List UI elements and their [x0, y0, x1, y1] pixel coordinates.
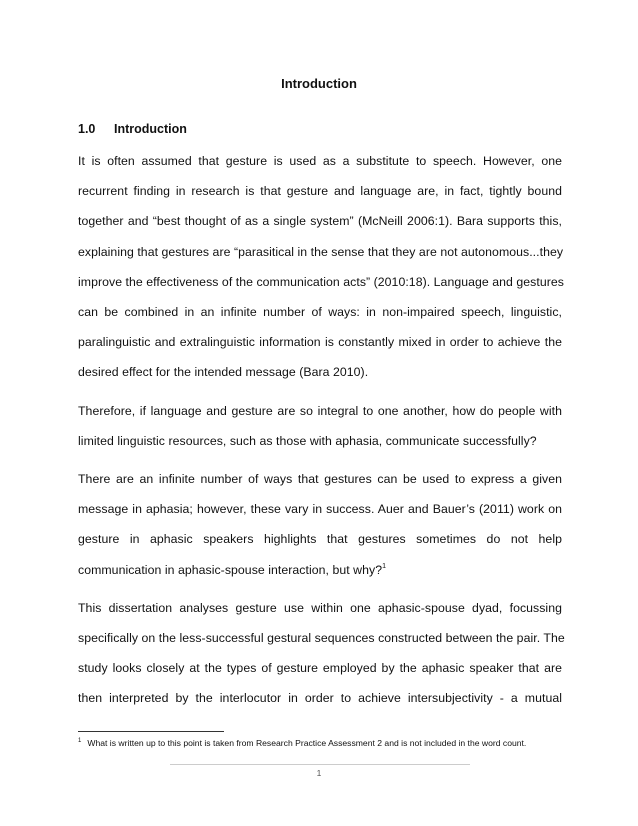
text-line: paralinguistic and extralinguistic information is constantly mixed in order to achieve the [78, 335, 562, 350]
body-text [78, 146, 565, 722]
footnote-marker: 1 [78, 738, 82, 744]
text-line: communication in aphasic-spouse interaction, but why? [78, 562, 383, 577]
text-line: desired effect for the intended message (Bara 2010). [78, 365, 369, 380]
text-line: Therefore, if language and gesture are so integral to one another, how do people with [78, 403, 562, 418]
page-number: 1 [316, 768, 322, 778]
text-line: explaining that gestures are “parasitical in the sense that they are not autonomous...they [78, 244, 564, 259]
text-line: message in aphasia; however, these vary in success. Auer and Bauer’s (2011) work on [78, 502, 562, 517]
section-number: 1.0 [78, 122, 96, 136]
paragraph-4 [78, 593, 565, 714]
paragraph-1 [78, 146, 562, 388]
text-line: study looks closely at the types of gesture employed by the aphasic speaker that are [78, 661, 562, 676]
paragraph-3 [78, 464, 562, 585]
paragraph-2 [78, 396, 562, 456]
text-line: gesture in aphasic speakers highlights that gestures sometimes do not help [78, 532, 562, 547]
footnote-divider [78, 731, 224, 732]
page-title: Introduction [281, 76, 357, 91]
footnote [78, 738, 578, 748]
text-line: It is often assumed that gesture is used as a substitute to speech. However, one [78, 154, 562, 168]
text-line-with-footnote [78, 555, 562, 585]
footnote-reference[interactable]: 1 [382, 562, 387, 570]
text-line: There are an infinite number of ways that gestures can be used to express a given [78, 472, 562, 487]
text-line: then interpreted by the interlocutor in order to achieve intersubjectivity - a mutual [78, 691, 562, 706]
text-line: This dissertation analyses gesture use within one aphasic-spouse dyad, focussing [78, 600, 562, 615]
text-line: specifically on the less-successful gestural sequences constructed between the pair. The [78, 631, 565, 646]
section-heading [78, 122, 187, 136]
footnote-text: What is written up to this point is taken from Research Practice Assessment 2 and is not included in the word count. [87, 738, 527, 748]
text-line: limited linguistic resources, such as those with aphasia, communicate successfully? [78, 433, 537, 448]
footer-divider [170, 764, 470, 765]
text-line: recurrent finding in research is that gesture and language are, in fact, tightly bound [78, 184, 562, 199]
section-heading-text: Introduction [114, 122, 187, 136]
text-line: improve the effectiveness of the communication acts” (2010:18). Language and gestures [78, 274, 564, 289]
text-line: can be combined in an infinite number of ways: in non-impaired speech, linguistic, [78, 305, 562, 320]
text-line: together and “best thought of as a single system” (McNeill 2006:1). Bara supports this, [78, 214, 562, 229]
